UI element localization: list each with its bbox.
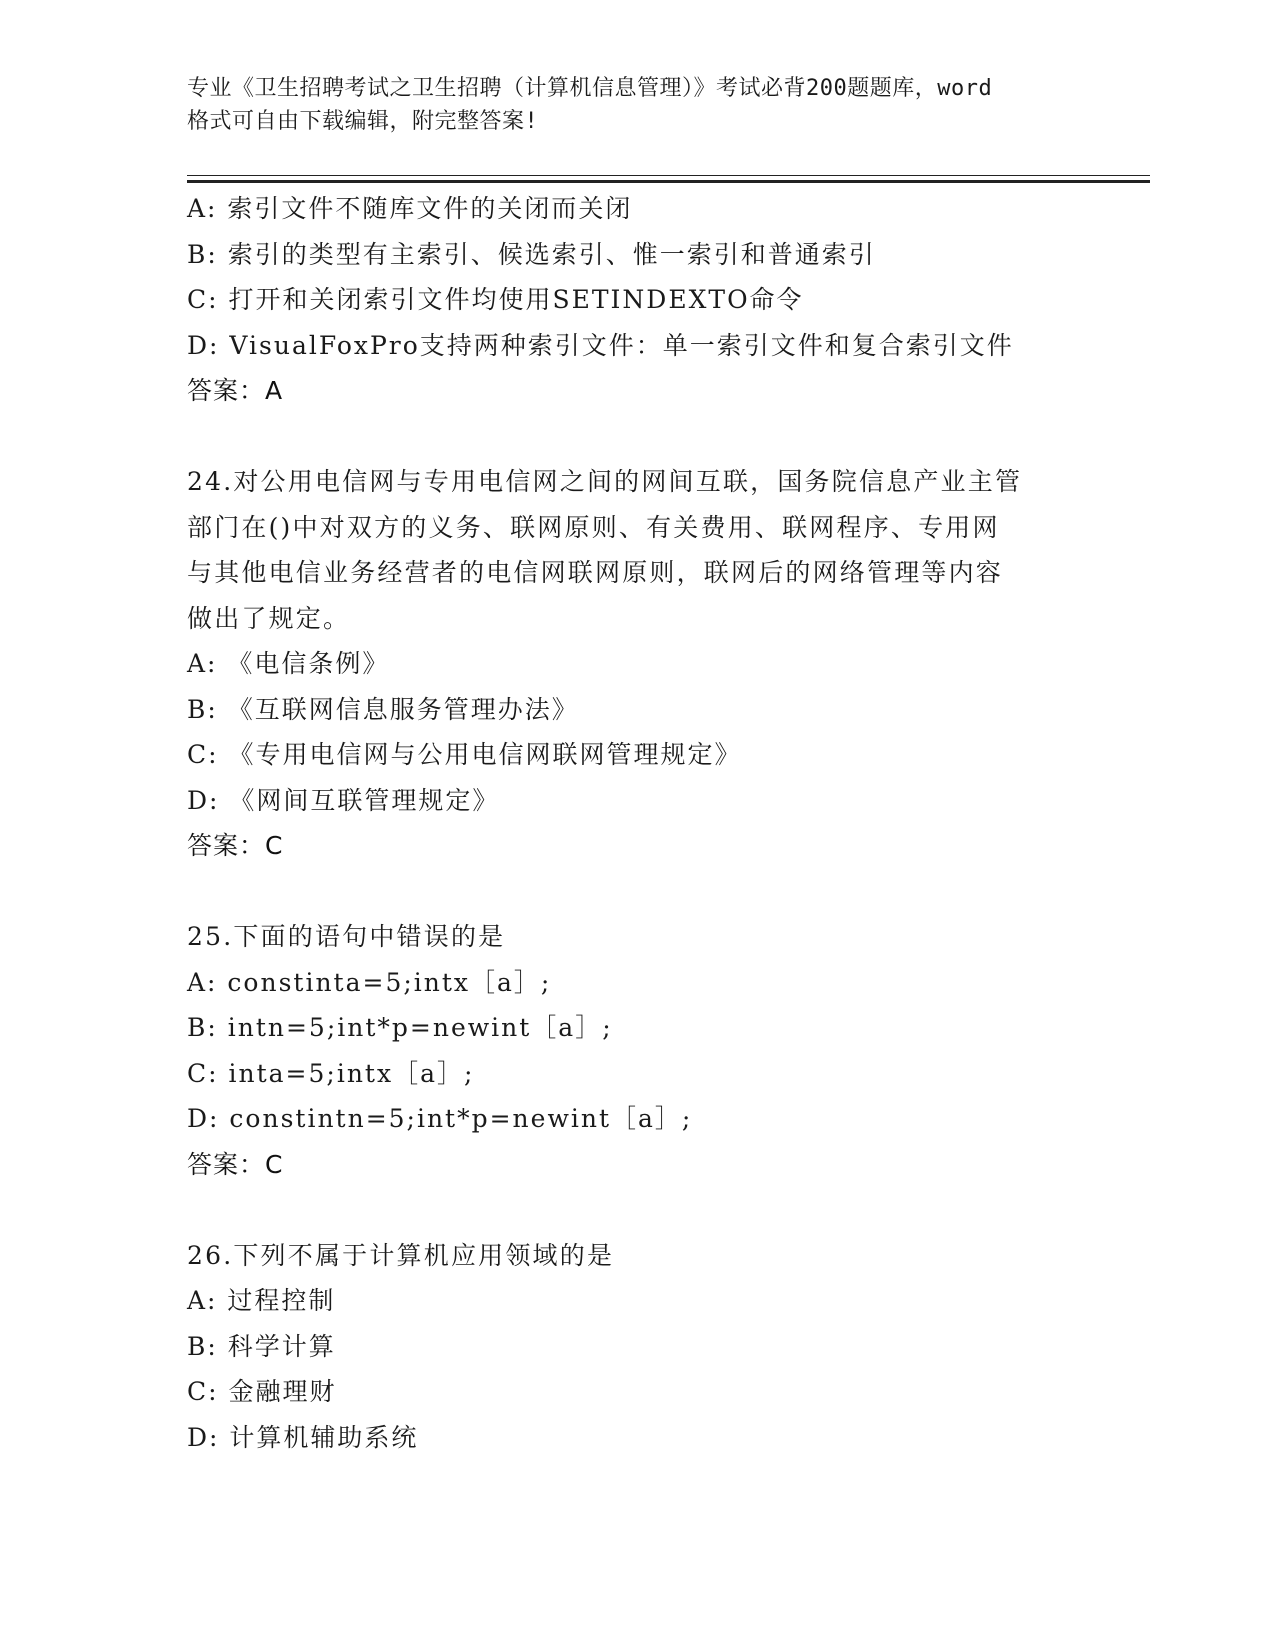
answer-line: 答案：C xyxy=(187,1149,284,1179)
option-b: B: 《互联网信息服务管理办法》 xyxy=(187,694,579,724)
option-c: C: inta=5;intx［a］; xyxy=(187,1058,475,1088)
header-line-2: 格式可自由下载编辑，附完整答案! xyxy=(187,109,539,134)
question-26 xyxy=(187,1233,1087,1461)
document-header xyxy=(187,72,1087,138)
option-a: A: 索引文件不随库文件的关闭而关闭 xyxy=(187,194,633,223)
option-b: B: 科学计算 xyxy=(187,1331,336,1361)
option-b: B: intn=5;int*p=newint［a］; xyxy=(187,1013,613,1042)
spacer xyxy=(187,869,1087,915)
spacer xyxy=(187,414,1087,460)
option-b: B: 索引的类型有主索引、候选索引、惟一索引和普通索引 xyxy=(187,239,876,269)
answer-line: 答案：C xyxy=(187,831,284,860)
header-line-1: 专业《卫生招聘考试之卫生招聘（计算机信息管理）》考试必背200题题库，word xyxy=(187,76,993,101)
question-stem-line: 与其他电信业务经营者的电信网联网原则，联网后的网络管理等内容 xyxy=(187,558,1004,587)
question-stem: 25.下面的语句中错误的是 xyxy=(187,922,506,951)
option-d: D: VisualFoxPro支持两种索引文件：单一索引文件和复合索引文件 xyxy=(187,330,1014,360)
option-a: A: 《电信条例》 xyxy=(187,649,390,678)
option-a: A: constinta=5;intx［a］; xyxy=(187,967,552,997)
header-divider-thin xyxy=(187,175,1150,176)
answer-line: 答案：A xyxy=(187,376,284,405)
question-stem: 26.下列不属于计算机应用领域的是 xyxy=(187,1240,615,1270)
header-divider-thick xyxy=(187,180,1150,183)
question-23 xyxy=(187,186,1087,414)
question-24 xyxy=(187,459,1087,869)
question-stem-line: 做出了规定。 xyxy=(187,603,351,633)
option-d: D: 《网间互联管理规定》 xyxy=(187,785,500,815)
spacer xyxy=(187,1187,1087,1233)
option-d: D: constintn=5;int*p=newint［a］; xyxy=(187,1104,693,1133)
option-a: A: 过程控制 xyxy=(187,1286,336,1315)
question-25 xyxy=(187,914,1087,1187)
option-c: C: 金融理财 xyxy=(187,1377,337,1406)
question-stem-line: 部门在()中对双方的义务、联网原则、有关费用、联网程序、专用网 xyxy=(187,512,1000,542)
option-c: C: 打开和关闭索引文件均使用SETINDEXTO命令 xyxy=(187,285,804,314)
question-stem-line: 24.对公用电信网与专用电信网之间的网间互联，国务院信息产业主管 xyxy=(187,467,1023,496)
option-c: C: 《专用电信网与公用电信网联网管理规定》 xyxy=(187,740,742,769)
option-d: D: 计算机辅助系统 xyxy=(187,1422,419,1452)
question-list xyxy=(187,186,1087,1460)
